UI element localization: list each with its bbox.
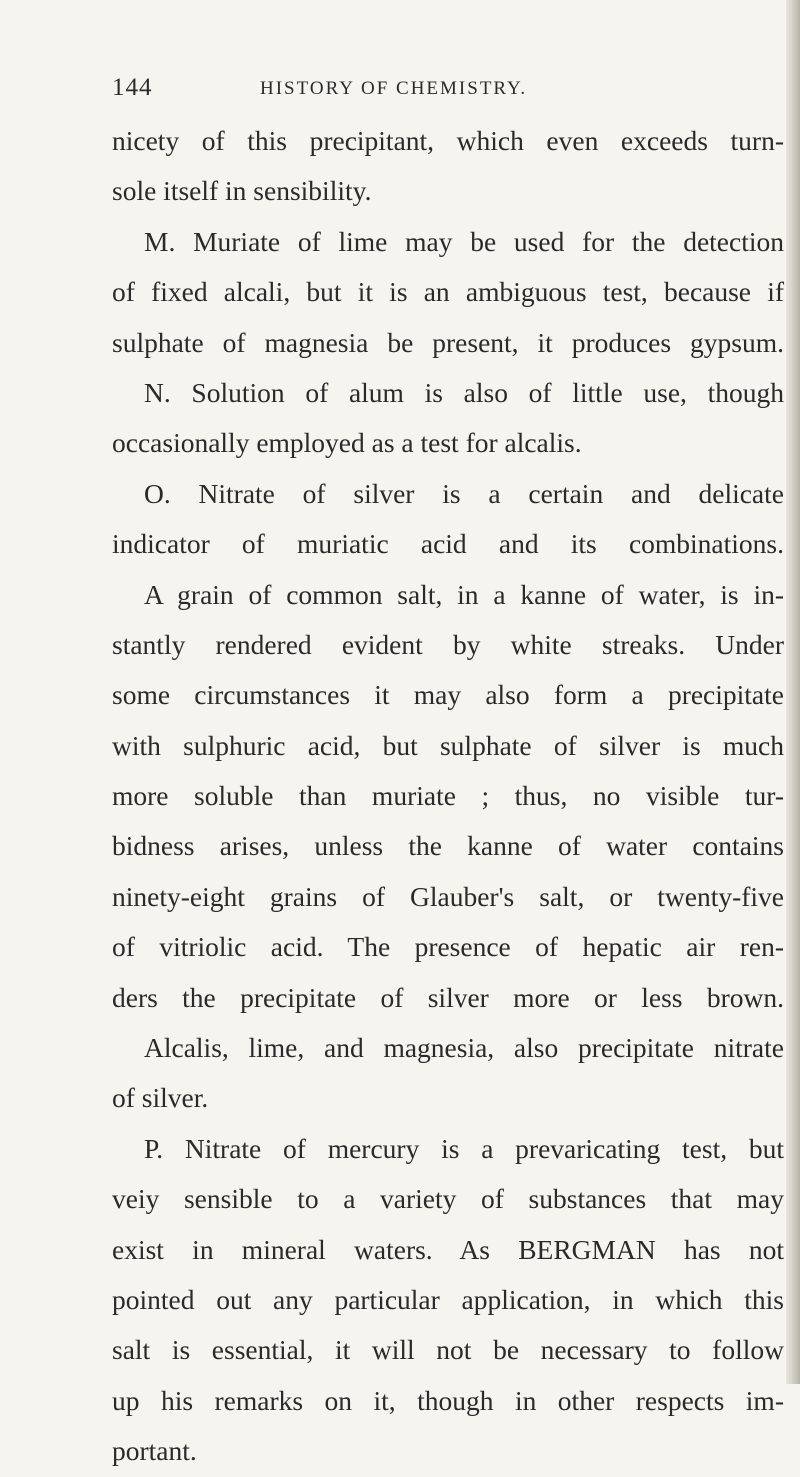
text-line: with sulphuric acid, but sulphate of silver is much: [112, 729, 784, 761]
text-line: of silver.: [112, 1082, 209, 1114]
text-line: sulphate of magnesia be present, it produces gypsum.: [112, 326, 784, 358]
text-line: bidness arises, unless the kanne of water contains: [112, 830, 784, 862]
page-edge-shadow: [786, 0, 800, 1384]
text-line: veiy sensible to a variety of substances that may: [112, 1183, 784, 1215]
paragraph-o-start: O. Nitrate of silver is a certain and delicate: [144, 477, 784, 509]
text-line: ninety-eight grains of Glauber's salt, or twenty-five: [112, 880, 784, 912]
paragraph-p-start: P. Nitrate of mercury is a prevaricating test, but: [144, 1132, 784, 1164]
text-line: ders the precipitate of silver more or less brown.: [112, 981, 784, 1013]
page-number: 144: [112, 74, 153, 101]
text-line: more soluble than muriate ; thus, no visible tur-: [112, 780, 784, 812]
body-text: [112, 116, 784, 1477]
text-line: of vitriolic acid. The presence of hepatic air ren-: [112, 931, 784, 963]
text-line: portant.: [112, 1435, 197, 1467]
text-line: indicator of muriatic acid and its combinations.: [112, 528, 784, 560]
text-line: stantly rendered evident by white streaks. Under: [112, 628, 784, 660]
text-line: nicety of this precipitant, which even exceeds turn-: [112, 125, 784, 156]
text-line: up his remarks on it, though in other respects im-: [112, 1384, 784, 1416]
paragraph-m-start: M. Muriate of lime may be used for the detection: [144, 225, 784, 257]
text-line: salt is essential, it will not be necessary to follow: [112, 1334, 784, 1366]
text-line: pointed out any particular application, in which this: [112, 1283, 784, 1315]
text-line: sole itself in sensibility.: [112, 175, 372, 207]
running-title: HISTORY OF CHEMISTRY.: [260, 78, 528, 99]
paragraph-n-start: N. Solution of alum is also of little use, though: [144, 376, 784, 408]
running-head: [112, 74, 712, 104]
text-line: exist in mineral waters. As BERGMAN has not: [112, 1233, 784, 1265]
text-line: occasionally employed as a test for alcalis.: [112, 427, 582, 459]
text-line: of fixed alcali, but it is an ambiguous test, because if: [112, 276, 784, 308]
text-line: some circumstances it may also form a precipitate: [112, 679, 784, 711]
text-line: A grain of common salt, in a kanne of water, is in-: [144, 578, 784, 610]
text-line: Alcalis, lime, and magnesia, also precipitate nitrate: [144, 1032, 784, 1064]
